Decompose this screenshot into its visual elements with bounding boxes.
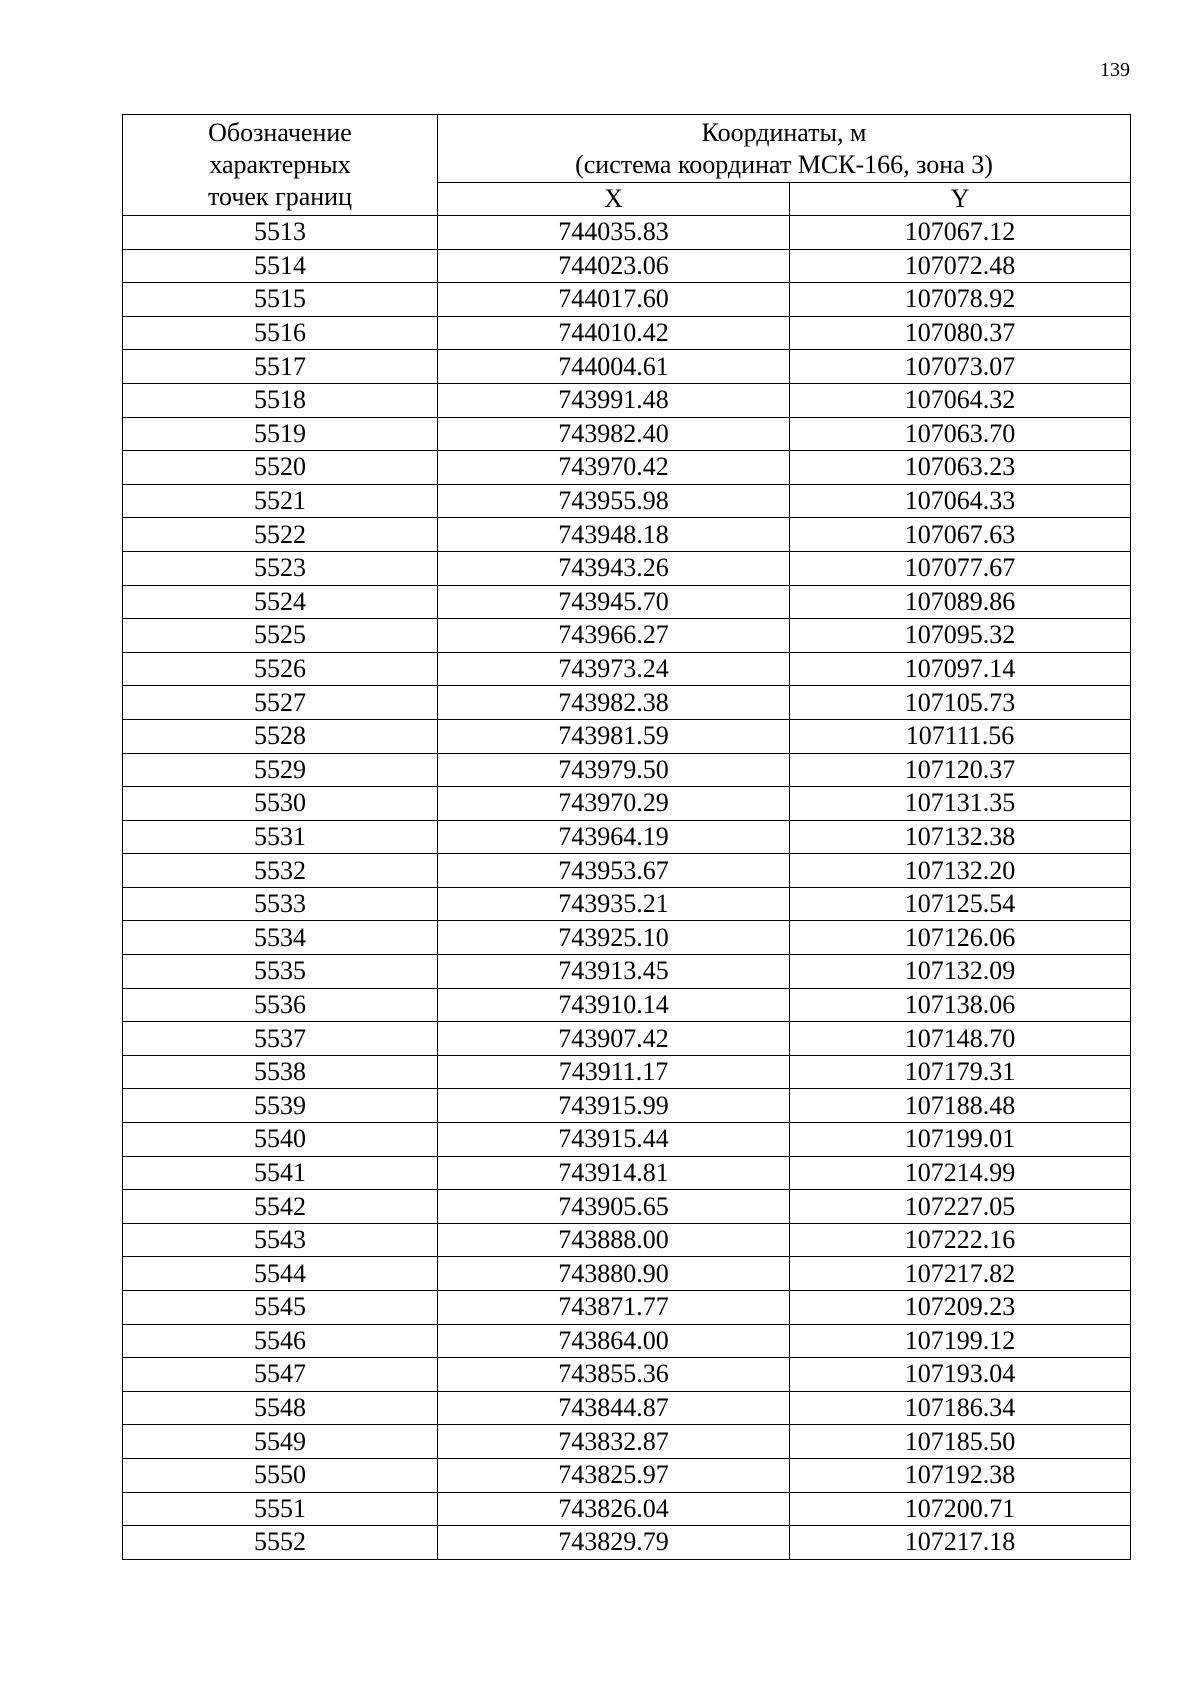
point-cell: 5538 xyxy=(123,1055,438,1089)
table-row xyxy=(123,1123,1131,1157)
y-coordinate-cell: 107186.34 xyxy=(790,1391,1131,1425)
point-cell: 5551 xyxy=(123,1492,438,1526)
x-coordinate-cell: 744023.06 xyxy=(438,249,790,283)
y-coordinate-cell: 107111.56 xyxy=(790,719,1131,753)
table-row xyxy=(123,719,1131,753)
x-coordinate-cell: 743844.87 xyxy=(438,1391,790,1425)
x-coordinate-cell: 743829.79 xyxy=(438,1526,790,1560)
table-row xyxy=(123,551,1131,585)
y-coordinate-cell: 107125.54 xyxy=(790,887,1131,921)
y-coordinate-cell: 107217.82 xyxy=(790,1257,1131,1291)
x-coordinate-cell: 743970.29 xyxy=(438,787,790,821)
table-body xyxy=(123,216,1131,1560)
point-cell: 5552 xyxy=(123,1526,438,1560)
x-coordinate-cell: 743911.17 xyxy=(438,1055,790,1089)
point-cell: 5522 xyxy=(123,518,438,552)
table-row xyxy=(123,585,1131,619)
x-coordinate-cell: 743948.18 xyxy=(438,518,790,552)
point-cell: 5517 xyxy=(123,350,438,384)
x-coordinate-cell: 743888.00 xyxy=(438,1223,790,1257)
y-coordinate-cell: 107179.31 xyxy=(790,1055,1131,1089)
point-cell: 5526 xyxy=(123,652,438,686)
point-cell: 5539 xyxy=(123,1089,438,1123)
y-coordinate-cell: 107188.48 xyxy=(790,1089,1131,1123)
y-coordinate-cell: 107078.92 xyxy=(790,283,1131,317)
table-row xyxy=(123,216,1131,250)
table-row xyxy=(123,316,1131,350)
point-cell: 5530 xyxy=(123,787,438,821)
point-cell: 5535 xyxy=(123,955,438,989)
point-cell: 5537 xyxy=(123,1022,438,1056)
table-row xyxy=(123,451,1131,485)
point-cell: 5523 xyxy=(123,551,438,585)
table-row xyxy=(123,283,1131,317)
x-coordinate-cell: 743832.87 xyxy=(438,1425,790,1459)
table-row xyxy=(123,1022,1131,1056)
point-cell: 5528 xyxy=(123,719,438,753)
points-header-line: Обозначение xyxy=(208,118,352,147)
points-column-header xyxy=(123,115,438,216)
table-row xyxy=(123,1055,1131,1089)
table-row xyxy=(123,1223,1131,1257)
x-coordinate-cell: 743943.26 xyxy=(438,551,790,585)
point-cell: 5543 xyxy=(123,1223,438,1257)
table-row xyxy=(123,787,1131,821)
table-row xyxy=(123,1089,1131,1123)
point-cell: 5534 xyxy=(123,921,438,955)
point-cell: 5519 xyxy=(123,417,438,451)
x-coordinate-cell: 743910.14 xyxy=(438,988,790,1022)
point-cell: 5525 xyxy=(123,619,438,653)
y-coordinate-cell: 107217.18 xyxy=(790,1526,1131,1560)
x-coordinate-cell: 744010.42 xyxy=(438,316,790,350)
x-coordinate-cell: 743953.67 xyxy=(438,854,790,888)
y-coordinate-cell: 107064.33 xyxy=(790,484,1131,518)
y-coordinate-cell: 107222.16 xyxy=(790,1223,1131,1257)
point-cell: 5521 xyxy=(123,484,438,518)
table-row xyxy=(123,1425,1131,1459)
x-coordinate-cell: 743915.44 xyxy=(438,1123,790,1157)
x-coordinate-cell: 743979.50 xyxy=(438,753,790,787)
y-coordinate-cell: 107105.73 xyxy=(790,686,1131,720)
points-header-line: точек границ xyxy=(207,182,353,211)
point-cell: 5529 xyxy=(123,753,438,787)
point-cell: 5546 xyxy=(123,1324,438,1358)
table-row xyxy=(123,350,1131,384)
x-coordinate-cell: 743864.00 xyxy=(438,1324,790,1358)
table-row xyxy=(123,1492,1131,1526)
coordinates-group-header xyxy=(438,115,1131,183)
table-row xyxy=(123,854,1131,888)
y-coordinate-cell: 107227.05 xyxy=(790,1190,1131,1224)
y-coordinate-cell: 107214.99 xyxy=(790,1156,1131,1190)
x-coordinate-cell: 743825.97 xyxy=(438,1458,790,1492)
y-coordinate-cell: 107080.37 xyxy=(790,316,1131,350)
table-row xyxy=(123,1358,1131,1392)
table-row xyxy=(123,988,1131,1022)
coordinates-table xyxy=(122,114,1131,1560)
x-column-header: X xyxy=(438,183,790,216)
table-row xyxy=(123,1526,1131,1560)
table-row xyxy=(123,686,1131,720)
point-cell: 5540 xyxy=(123,1123,438,1157)
point-cell: 5550 xyxy=(123,1458,438,1492)
point-cell: 5548 xyxy=(123,1391,438,1425)
x-coordinate-cell: 743855.36 xyxy=(438,1358,790,1392)
y-column-header: Y xyxy=(790,183,1131,216)
point-cell: 5547 xyxy=(123,1358,438,1392)
point-cell: 5541 xyxy=(123,1156,438,1190)
table-row xyxy=(123,1391,1131,1425)
y-coordinate-cell: 107097.14 xyxy=(790,652,1131,686)
y-coordinate-cell: 107072.48 xyxy=(790,249,1131,283)
table-row xyxy=(123,1458,1131,1492)
table-row xyxy=(123,1324,1131,1358)
y-coordinate-cell: 107199.12 xyxy=(790,1324,1131,1358)
y-coordinate-cell: 107132.20 xyxy=(790,854,1131,888)
y-coordinate-cell: 107064.32 xyxy=(790,383,1131,417)
table-row xyxy=(123,383,1131,417)
y-coordinate-cell: 107132.09 xyxy=(790,955,1131,989)
x-coordinate-cell: 743966.27 xyxy=(438,619,790,653)
y-coordinate-cell: 107185.50 xyxy=(790,1425,1131,1459)
x-coordinate-cell: 743964.19 xyxy=(438,820,790,854)
coordinates-header-line: Координаты, м xyxy=(701,117,867,147)
point-cell: 5524 xyxy=(123,585,438,619)
y-coordinate-cell: 107209.23 xyxy=(790,1291,1131,1325)
table-row xyxy=(123,619,1131,653)
point-cell: 5544 xyxy=(123,1257,438,1291)
table-row xyxy=(123,1291,1131,1325)
x-coordinate-cell: 743880.90 xyxy=(438,1257,790,1291)
point-cell: 5514 xyxy=(123,249,438,283)
y-coordinate-cell: 107095.32 xyxy=(790,619,1131,653)
x-coordinate-cell: 744017.60 xyxy=(438,283,790,317)
table-row xyxy=(123,955,1131,989)
x-coordinate-cell: 743925.10 xyxy=(438,921,790,955)
point-cell: 5549 xyxy=(123,1425,438,1459)
table-row xyxy=(123,1156,1131,1190)
y-coordinate-cell: 107126.06 xyxy=(790,921,1131,955)
x-coordinate-cell: 743871.77 xyxy=(438,1291,790,1325)
point-cell: 5542 xyxy=(123,1190,438,1224)
y-coordinate-cell: 107120.37 xyxy=(790,753,1131,787)
x-coordinate-cell: 743982.38 xyxy=(438,686,790,720)
points-header-line: характерных xyxy=(209,150,351,179)
x-coordinate-cell: 743915.99 xyxy=(438,1089,790,1123)
y-coordinate-cell: 107089.86 xyxy=(790,585,1131,619)
y-coordinate-cell: 107148.70 xyxy=(790,1022,1131,1056)
x-coordinate-cell: 743973.24 xyxy=(438,652,790,686)
point-cell: 5527 xyxy=(123,686,438,720)
y-coordinate-cell: 107073.07 xyxy=(790,350,1131,384)
x-coordinate-cell: 743955.98 xyxy=(438,484,790,518)
y-coordinate-cell: 107131.35 xyxy=(790,787,1131,821)
y-coordinate-cell: 107138.06 xyxy=(790,988,1131,1022)
x-coordinate-cell: 743913.45 xyxy=(438,955,790,989)
table-row xyxy=(123,887,1131,921)
table-row xyxy=(123,753,1131,787)
x-coordinate-cell: 744035.83 xyxy=(438,216,790,250)
table-row xyxy=(123,484,1131,518)
x-coordinate-cell: 743826.04 xyxy=(438,1492,790,1526)
coordinates-header-line: (система координат МСК-166, зона 3) xyxy=(575,149,993,179)
table-row xyxy=(123,1190,1131,1224)
y-coordinate-cell: 107067.63 xyxy=(790,518,1131,552)
x-coordinate-cell: 743970.42 xyxy=(438,451,790,485)
y-coordinate-cell: 107132.38 xyxy=(790,820,1131,854)
x-coordinate-cell: 743982.40 xyxy=(438,417,790,451)
point-cell: 5513 xyxy=(123,216,438,250)
table-row xyxy=(123,417,1131,451)
page-number: 139 xyxy=(1100,59,1130,81)
point-cell: 5545 xyxy=(123,1291,438,1325)
y-coordinate-cell: 107199.01 xyxy=(790,1123,1131,1157)
point-cell: 5536 xyxy=(123,988,438,1022)
y-coordinate-cell: 107077.67 xyxy=(790,551,1131,585)
x-coordinate-cell: 743935.21 xyxy=(438,887,790,921)
table-row xyxy=(123,518,1131,552)
point-cell: 5533 xyxy=(123,887,438,921)
x-coordinate-cell: 744004.61 xyxy=(438,350,790,384)
table-row xyxy=(123,1257,1131,1291)
x-coordinate-cell: 743907.42 xyxy=(438,1022,790,1056)
table-row xyxy=(123,249,1131,283)
x-coordinate-cell: 743945.70 xyxy=(438,585,790,619)
y-coordinate-cell: 107193.04 xyxy=(790,1358,1131,1392)
y-coordinate-cell: 107063.70 xyxy=(790,417,1131,451)
x-coordinate-cell: 743914.81 xyxy=(438,1156,790,1190)
y-coordinate-cell: 107192.38 xyxy=(790,1458,1131,1492)
point-cell: 5520 xyxy=(123,451,438,485)
y-coordinate-cell: 107200.71 xyxy=(790,1492,1131,1526)
y-coordinate-cell: 107063.23 xyxy=(790,451,1131,485)
point-cell: 5518 xyxy=(123,383,438,417)
point-cell: 5515 xyxy=(123,283,438,317)
point-cell: 5516 xyxy=(123,316,438,350)
y-coordinate-cell: 107067.12 xyxy=(790,216,1131,250)
x-coordinate-cell: 743905.65 xyxy=(438,1190,790,1224)
point-cell: 5532 xyxy=(123,854,438,888)
x-coordinate-cell: 743981.59 xyxy=(438,719,790,753)
x-coordinate-cell: 743991.48 xyxy=(438,383,790,417)
table-row xyxy=(123,921,1131,955)
point-cell: 5531 xyxy=(123,820,438,854)
table-row xyxy=(123,820,1131,854)
table-row xyxy=(123,652,1131,686)
